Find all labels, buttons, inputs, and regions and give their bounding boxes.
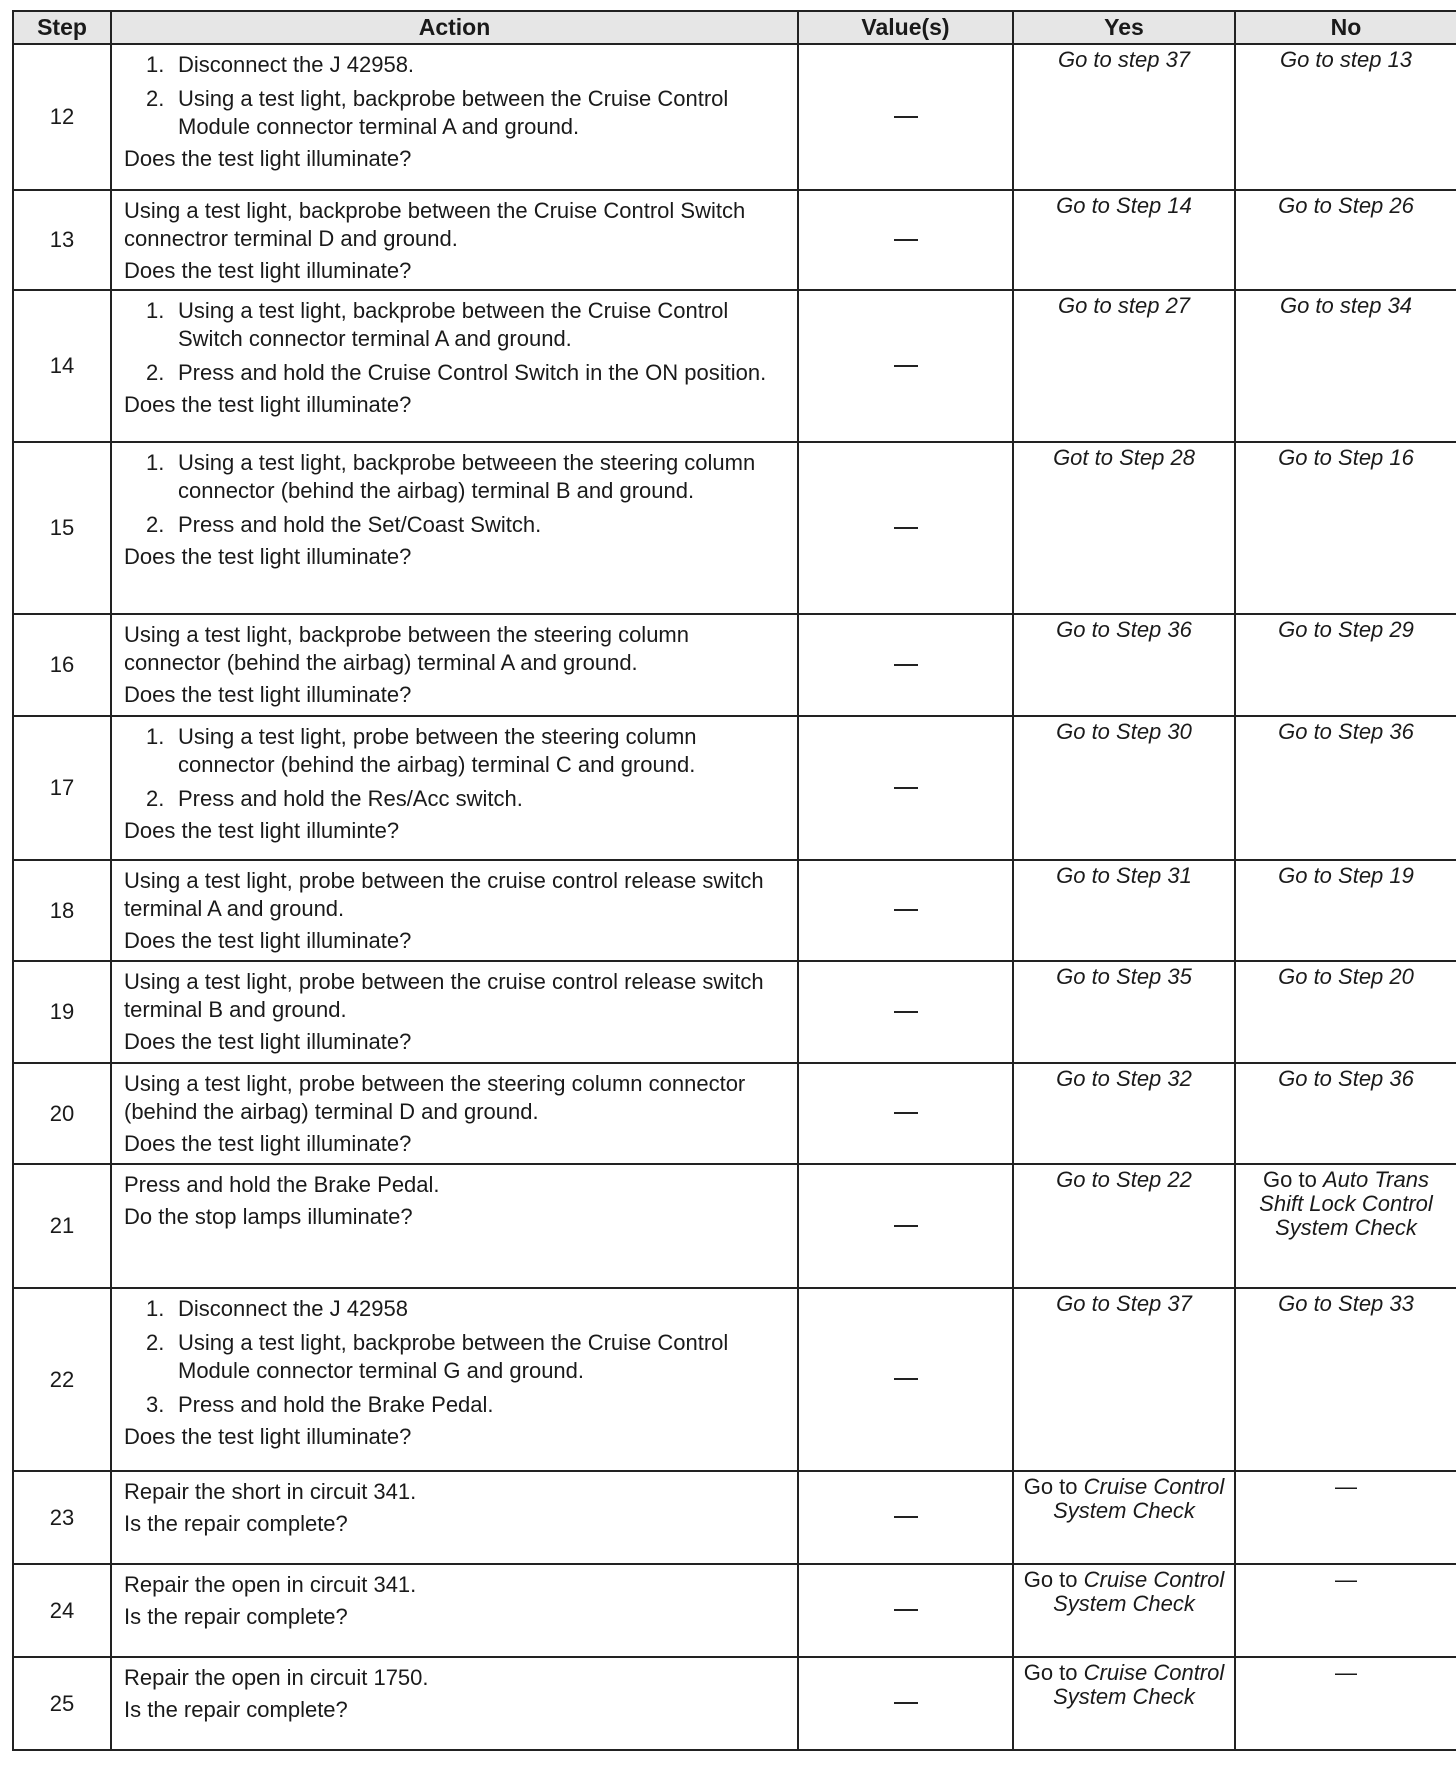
table-row <box>13 1288 1456 1471</box>
step-number: 12 <box>13 44 111 190</box>
action-item: Disconnect the J 42958. <box>178 52 415 77</box>
table-row <box>13 614 1456 716</box>
no-result[interactable]: Go to Step 16 <box>1278 445 1414 470</box>
yes-result-link[interactable]: Cruise Control System Check <box>1053 1567 1225 1616</box>
yes-cell <box>1013 1063 1235 1164</box>
action-text: Using a test light, backprobe between the steering column connector (behind the airbag) terminal A and ground. <box>124 622 689 675</box>
yes-result[interactable]: Go to step 27 <box>1057 293 1191 318</box>
step-number: 17 <box>13 716 111 860</box>
step-number: 25 <box>13 1657 111 1750</box>
yes-cell <box>1013 1288 1235 1471</box>
yes-result[interactable]: Go to Step 36 <box>1056 617 1192 642</box>
action-question: Does the test light illuminte? <box>124 818 400 843</box>
action-cell <box>111 1063 798 1164</box>
yes-result[interactable]: Go to step 37 <box>1057 47 1191 72</box>
action-question: Does the test light illuminate? <box>124 1131 412 1156</box>
value-cell <box>798 1288 1013 1471</box>
action-question: Is the repair complete? <box>124 1697 348 1722</box>
action-cell <box>111 1471 798 1564</box>
header-no: No <box>1235 11 1456 44</box>
no-result[interactable] <box>1242 1168 1450 1240</box>
yes-cell <box>1013 442 1235 614</box>
no-result: — <box>1335 1660 1357 1685</box>
action-question: Do the stop lamps illuminate? <box>124 1204 413 1229</box>
value-cell <box>798 1164 1013 1288</box>
action-item: Using a test light, backprobe between the Cruise Control Module connector terminal A and ground. <box>178 86 729 139</box>
value-cell <box>798 442 1013 614</box>
no-cell <box>1235 860 1456 961</box>
value-dash <box>894 239 918 241</box>
yes-cell <box>1013 614 1235 716</box>
value-dash <box>894 1112 918 1114</box>
no-result[interactable]: Go to Step 20 <box>1278 964 1414 989</box>
step-number: 23 <box>13 1471 111 1564</box>
step-number: 14 <box>13 290 111 442</box>
action-cell <box>111 614 798 716</box>
diagnostic-table <box>12 10 1456 1751</box>
no-result[interactable]: Go to Step 36 <box>1278 719 1414 744</box>
yes-cell <box>1013 1657 1235 1750</box>
no-cell <box>1235 1063 1456 1164</box>
value-dash <box>894 1609 918 1611</box>
action-question: Does the test light illuminate? <box>124 146 412 171</box>
step-number: 13 <box>13 190 111 290</box>
action-item: Press and hold the Brake Pedal. <box>178 1392 494 1417</box>
no-cell <box>1235 961 1456 1063</box>
action-cell: 1. Using a test light, backprobe betweeen the steering column connector (behind the airbag) terminal B and ground. 2. Press and hold the Set/Coast Switch. Does the test light illuminate? <box>111 442 798 614</box>
value-cell <box>798 290 1013 442</box>
yes-result[interactable]: Go to Step 22 <box>1056 1167 1192 1192</box>
table-row <box>13 1657 1456 1750</box>
header-step: Step <box>13 11 111 44</box>
action-question: Is the repair complete? <box>124 1604 348 1629</box>
value-dash <box>894 365 918 367</box>
step-number: 15 <box>13 442 111 614</box>
yes-cell <box>1013 860 1235 961</box>
action-item: Disconnect the J 42958 <box>178 1296 408 1321</box>
yes-result[interactable]: Go to Step 37 <box>1056 1291 1192 1316</box>
value-dash <box>894 664 918 666</box>
step-number: 18 <box>13 860 111 961</box>
yes-result[interactable]: Go to Step 14 <box>1056 193 1192 218</box>
action-cell <box>111 1657 798 1750</box>
action-item: Using a test light, backprobe betweeen the steering column connector (behind the airbag) terminal B and ground. <box>178 450 756 503</box>
no-cell <box>1235 716 1456 860</box>
header-action: Action <box>111 11 798 44</box>
step-number: 19 <box>13 961 111 1063</box>
no-result[interactable]: Go to Step 33 <box>1278 1291 1414 1316</box>
action-text: Using a test light, probe between the cruise control release switch terminal B and ground. <box>124 969 764 1022</box>
no-result: — <box>1335 1567 1357 1592</box>
value-cell <box>798 716 1013 860</box>
yes-result[interactable]: Go to Step 35 <box>1056 964 1192 989</box>
no-cell <box>1235 614 1456 716</box>
value-dash <box>894 1516 918 1518</box>
no-cell <box>1235 190 1456 290</box>
value-dash <box>894 1702 918 1704</box>
action-cell: 1. Using a test light, probe between the steering column connector (behind the airbag) terminal C and ground. 2. Press and hold the Res/Acc switch. Does the test light illuminte? <box>111 716 798 860</box>
table-row <box>13 290 1456 442</box>
value-cell <box>798 1564 1013 1657</box>
no-result[interactable]: Go to step 13 <box>1279 47 1413 72</box>
action-text: Using a test light, backprobe between the Cruise Control Switch connectror terminal D and ground. <box>124 198 746 251</box>
action-question: Is the repair complete? <box>124 1511 348 1536</box>
step-number: 20 <box>13 1063 111 1164</box>
value-dash <box>894 787 918 789</box>
action-question: Does the test light illuminate? <box>124 682 412 707</box>
yes-cell <box>1013 44 1235 190</box>
no-cell <box>1235 44 1456 190</box>
yes-result[interactable] <box>1020 1661 1228 1709</box>
value-cell <box>798 860 1013 961</box>
no-result[interactable]: Go to Step 26 <box>1278 193 1414 218</box>
no-result: — <box>1335 1474 1357 1499</box>
no-cell <box>1235 1288 1456 1471</box>
value-cell <box>798 44 1013 190</box>
action-question: Does the test light illuminate? <box>124 258 412 283</box>
table-row <box>13 860 1456 961</box>
step-number: 21 <box>13 1164 111 1288</box>
value-cell <box>798 190 1013 290</box>
value-cell <box>798 614 1013 716</box>
value-cell <box>798 1471 1013 1564</box>
value-cell <box>798 961 1013 1063</box>
yes-result[interactable]: Got to Step 28 <box>1053 445 1195 470</box>
step-number: 16 <box>13 614 111 716</box>
action-cell: 1. Using a test light, backprobe between the Cruise Control Switch connector terminal A and ground. 2. Press and hold the Cruise Control Switch in the ON position. Does the test light illuminate? <box>111 290 798 442</box>
yes-result[interactable] <box>1020 1568 1228 1616</box>
no-result[interactable]: Go to Step 36 <box>1278 1066 1414 1091</box>
no-cell <box>1235 1471 1456 1564</box>
header-yes: Yes <box>1013 11 1235 44</box>
value-dash <box>894 527 918 529</box>
table-row <box>13 190 1456 290</box>
action-question: Does the test light illuminate? <box>124 1029 412 1054</box>
table-row <box>13 1063 1456 1164</box>
yes-cell <box>1013 1164 1235 1288</box>
no-result[interactable]: Go to step 34 <box>1279 293 1413 318</box>
value-dash <box>894 116 918 118</box>
value-dash <box>894 1011 918 1013</box>
action-cell: 1. Disconnect the J 42958. 2. Using a test light, backprobe between the Cruise Control Module connector terminal A and ground. Does the test light illuminate? <box>111 44 798 190</box>
yes-result[interactable] <box>1020 1475 1228 1523</box>
yes-cell <box>1013 1471 1235 1564</box>
yes-cell <box>1013 716 1235 860</box>
table-row <box>13 1564 1456 1657</box>
action-text: Using a test light, probe between the cruise control release switch terminal A and ground. <box>124 868 764 921</box>
action-text: Repair the open in circuit 341. <box>124 1572 417 1597</box>
no-result-prefix: Go to <box>1263 1167 1317 1192</box>
no-result[interactable]: Go to Step 29 <box>1278 617 1414 642</box>
action-cell <box>111 190 798 290</box>
action-question: Does the test light illuminate? <box>124 928 412 953</box>
value-dash <box>894 909 918 911</box>
yes-cell <box>1013 1564 1235 1657</box>
table-header-row <box>13 11 1456 44</box>
yes-result-link[interactable]: Cruise Control System Check <box>1053 1660 1225 1709</box>
action-question: Does the test light illuminate? <box>124 544 412 569</box>
header-values: Value(s) <box>798 11 1013 44</box>
step-number: 22 <box>13 1288 111 1471</box>
action-cell <box>111 1564 798 1657</box>
yes-result[interactable]: Go to Step 31 <box>1056 863 1192 888</box>
no-cell <box>1235 290 1456 442</box>
action-item: Press and hold the Set/Coast Switch. <box>178 512 542 537</box>
step-number: 24 <box>13 1564 111 1657</box>
no-cell <box>1235 442 1456 614</box>
action-item: Using a test light, probe between the steering column connector (behind the airbag) terminal C and ground. <box>178 724 697 777</box>
table-row <box>13 716 1456 860</box>
yes-result-prefix: Go to <box>1023 1660 1078 1685</box>
value-dash <box>894 1225 918 1227</box>
action-cell <box>111 1164 798 1288</box>
yes-cell <box>1013 961 1235 1063</box>
no-result[interactable]: Go to Step 19 <box>1278 863 1414 888</box>
table-row <box>13 961 1456 1063</box>
no-cell <box>1235 1657 1456 1750</box>
yes-cell <box>1013 190 1235 290</box>
action-item: Press and hold the Cruise Control Switch in the ON position. <box>178 360 767 385</box>
action-text: Repair the short in circuit 341. <box>124 1479 417 1504</box>
action-cell <box>111 961 798 1063</box>
action-text: Using a test light, probe between the steering column connector (behind the airbag) terminal D and ground. <box>124 1071 746 1124</box>
table-row <box>13 1471 1456 1564</box>
yes-cell <box>1013 290 1235 442</box>
action-item: Using a test light, backprobe between the Cruise Control Module connector terminal G and ground. <box>178 1330 729 1383</box>
table-row <box>13 442 1456 614</box>
no-cell <box>1235 1564 1456 1657</box>
value-dash <box>894 1378 918 1380</box>
action-text: Press and hold the Brake Pedal. <box>124 1172 440 1197</box>
yes-result[interactable]: Go to Step 30 <box>1056 719 1192 744</box>
action-cell <box>111 860 798 961</box>
action-question: Does the test light illuminate? <box>124 392 412 417</box>
action-question: Does the test light illuminate? <box>124 1424 412 1449</box>
table-row <box>13 44 1456 190</box>
table-row <box>13 1164 1456 1288</box>
no-cell <box>1235 1164 1456 1288</box>
action-item: Using a test light, backprobe between the Cruise Control Switch connector terminal A and ground. <box>178 298 729 351</box>
action-text: Repair the open in circuit 1750. <box>124 1665 429 1690</box>
action-cell: 1. Disconnect the J 42958 2. Using a test light, backprobe between the Cruise Control Module connector terminal G and ground. 3. Press and hold the Brake Pedal. Does the test light illuminate? <box>111 1288 798 1471</box>
yes-result[interactable]: Go to Step 32 <box>1056 1066 1192 1091</box>
yes-result-prefix: Go to <box>1023 1474 1078 1499</box>
no-result-link[interactable]: Auto Trans Shift Lock Control System Check <box>1259 1167 1433 1240</box>
yes-result-link[interactable]: Cruise Control System Check <box>1053 1474 1225 1523</box>
value-cell <box>798 1063 1013 1164</box>
value-cell <box>798 1657 1013 1750</box>
action-item: Press and hold the Res/Acc switch. <box>178 786 523 811</box>
yes-result-prefix: Go to <box>1023 1567 1078 1592</box>
